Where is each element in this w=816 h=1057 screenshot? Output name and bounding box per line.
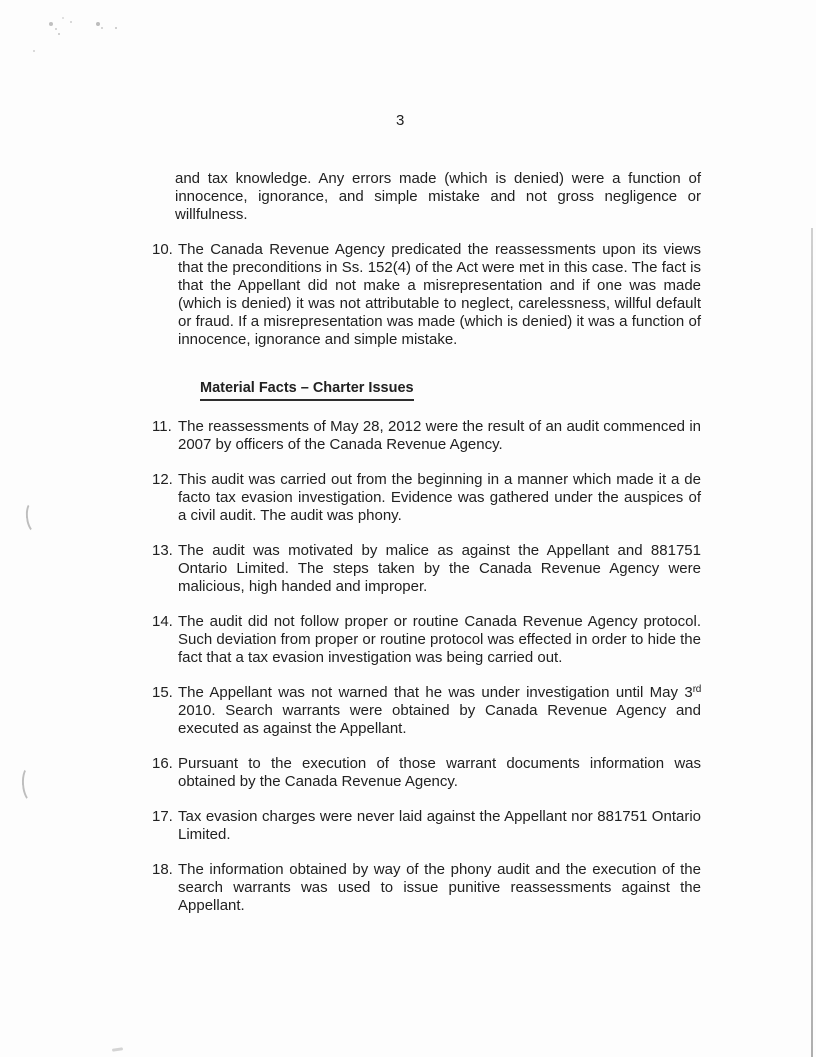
list-item-text: This audit was carried out from the beginning in a manner which made it a de facto tax evasion investigation. Evidence was gathered under the auspices of a civil audit. The audit was phony.	[178, 471, 701, 524]
list-item	[152, 241, 701, 349]
list-item	[152, 613, 701, 667]
list-item-number: 15.	[152, 684, 173, 701]
list-item-text: The audit was motivated by malice as against the Appellant and 881751 Ontario Limited. The steps taken by the Canada Revenue Agency were malicious, high handed and improper.	[178, 542, 701, 595]
list-item	[152, 861, 701, 915]
list-item-number: 14.	[152, 613, 173, 630]
list-item	[152, 755, 701, 791]
list-item-number: 13.	[152, 542, 173, 559]
scan-edge-line	[811, 228, 813, 1057]
section-heading	[200, 378, 701, 401]
numbered-list-top	[152, 241, 701, 349]
list-item	[152, 684, 701, 738]
scan-paren-mark-upper	[24, 500, 43, 533]
section-heading-text: Material Facts – Charter Issues	[200, 378, 414, 401]
scan-smudge-artifact	[112, 1047, 123, 1052]
list-item-text: Pursuant to the execution of those warrant documents information was obtained by the Canada Revenue Agency.	[178, 755, 701, 790]
page-number: 3	[396, 112, 405, 129]
list-item-number: 16.	[152, 755, 173, 772]
scan-paren-mark-lower	[21, 765, 40, 802]
scan-speckles-artifact	[0, 0, 2, 2]
list-item-text: The Canada Revenue Agency predicated the reassessments upon its views that the preconditions in Ss. 152(4) of the Act were met in this case. The fact is that the Appellant did not make a misrepresentation and if one was made (which is denied) it was not attributable to neglect, carelessness, willful default or fraud. If a misrepresentation was made (which is denied) it was a function of innocence, ignorance and simple mistake.	[178, 241, 701, 348]
page-content	[152, 170, 701, 932]
list-item	[152, 808, 701, 844]
list-item-number: 11.	[152, 418, 172, 435]
list-item	[152, 471, 701, 525]
list-item-number: 12.	[152, 471, 173, 488]
list-item-text: The Appellant was not warned that he was under investigation until May 3rd 2010. Search warrants were obtained by Canada Revenue Agency and executed as against the Appellant.	[178, 684, 701, 737]
list-item	[152, 542, 701, 596]
list-item	[152, 418, 701, 454]
numbered-list-bottom	[152, 418, 701, 915]
list-item-number: 17.	[152, 808, 173, 825]
list-item-number: 10.	[152, 241, 173, 258]
list-item-text: Tax evasion charges were never laid against the Appellant nor 881751 Ontario Limited.	[178, 808, 701, 843]
list-item-text: The reassessments of May 28, 2012 were the result of an audit commenced in 2007 by officers of the Canada Revenue Agency.	[178, 418, 701, 453]
list-item-text: The audit did not follow proper or routine Canada Revenue Agency protocol. Such deviation from proper or routine protocol was effected in order to hide the fact that a tax evasion investigation was being carried out.	[178, 613, 701, 666]
list-item-number: 18.	[152, 861, 173, 878]
list-item-text: The information obtained by way of the phony audit and the execution of the search warrants was used to issue punitive reassessments against the Appellant.	[178, 861, 701, 914]
continuation-paragraph: and tax knowledge. Any errors made (which is denied) were a function of innocence, ignorance, and simple mistake and not gross negligence or willfulness.	[175, 170, 701, 223]
